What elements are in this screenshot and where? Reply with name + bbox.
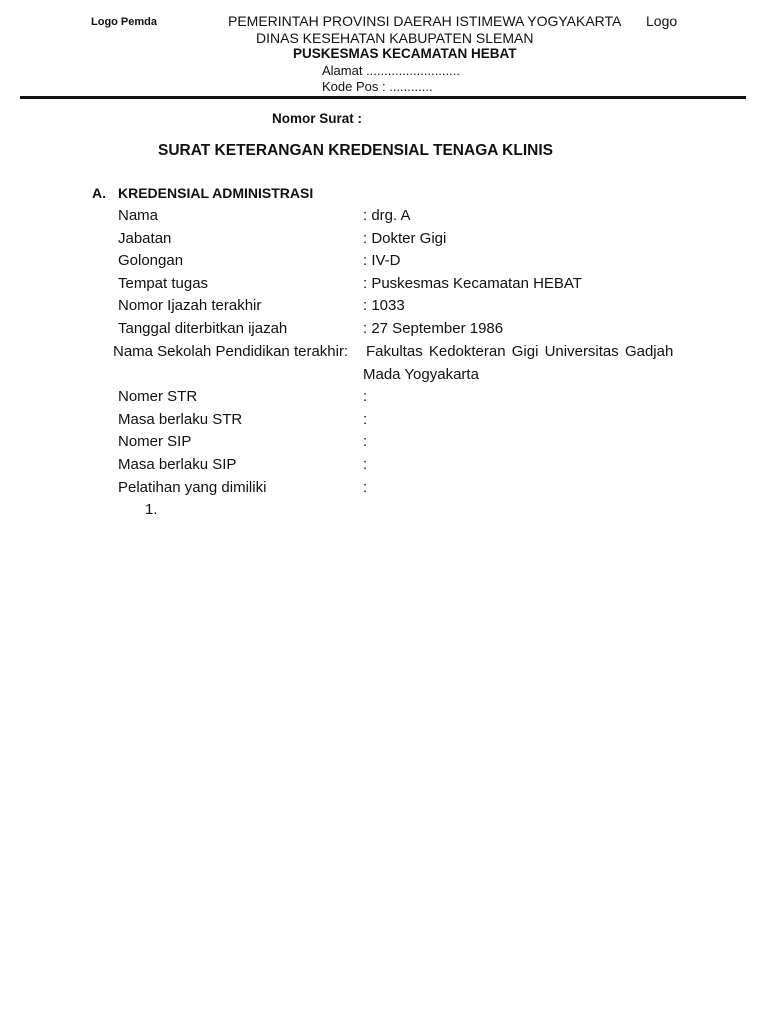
field-value: : IV-D xyxy=(363,252,401,270)
field-value: : 1033 xyxy=(363,297,405,315)
field-value: : Dokter Gigi xyxy=(363,229,447,247)
school-value-line1: Fakultas Kedokteran Gigi Universitas Gadjah xyxy=(366,343,674,360)
document-title: SURAT KETERANGAN KREDENSIAL TENAGA KLINIS xyxy=(158,142,553,159)
field-value: : xyxy=(363,478,368,496)
field-value: : xyxy=(363,410,368,428)
field-label: Golongan xyxy=(118,252,184,270)
field-label: Masa berlaku STR xyxy=(118,410,243,428)
field-label: Nomer SIP xyxy=(118,433,192,451)
field-value: : 27 September 1986 xyxy=(363,320,504,337)
field-label: Pelatihan yang dimiliki xyxy=(118,478,267,496)
field-value: : xyxy=(363,433,368,451)
field-label: Tempat tugas xyxy=(118,274,209,292)
logo-placeholder: Logo xyxy=(646,13,678,29)
header-address: Alamat .......................... xyxy=(322,63,460,78)
section-letter: A. xyxy=(92,185,106,201)
field-label: Nomor Ijazah terakhir xyxy=(118,297,262,315)
training-item: 1. xyxy=(145,501,158,518)
header-postal-code: Kode Pos : ............ xyxy=(322,79,433,94)
field-label: Nama xyxy=(118,207,159,224)
header-line-2: DINAS KESEHATAN KABUPATEN SLEMAN xyxy=(256,30,534,46)
field-label: Tanggal diterbitkan ijazah xyxy=(118,320,288,337)
school-label: Nama Sekolah Pendidikan terakhir: xyxy=(113,343,349,360)
section-title: KREDENSIAL ADMINISTRASI xyxy=(118,185,314,201)
field-value: : drg. A xyxy=(363,207,411,224)
school-value-line2: Mada Yogyakarta xyxy=(363,366,479,383)
field-label: Masa berlaku SIP xyxy=(118,456,237,474)
field-label: Nomer STR xyxy=(118,388,198,405)
header-line-3: PUSKESMAS KECAMATAN HEBAT xyxy=(293,46,517,61)
field-value: : xyxy=(363,456,368,474)
field-value: : Puskesmas Kecamatan HEBAT xyxy=(363,274,582,292)
header-divider xyxy=(20,96,746,99)
header-line-1: PEMERINTAH PROVINSI DAERAH ISTIMEWA YOGYAKARTA xyxy=(228,13,622,29)
field-value: : xyxy=(363,388,368,405)
logo-pemda-placeholder: Logo Pemda xyxy=(91,16,158,28)
letter-number: Nomor Surat : xyxy=(272,111,363,126)
field-label: Jabatan xyxy=(118,229,172,247)
